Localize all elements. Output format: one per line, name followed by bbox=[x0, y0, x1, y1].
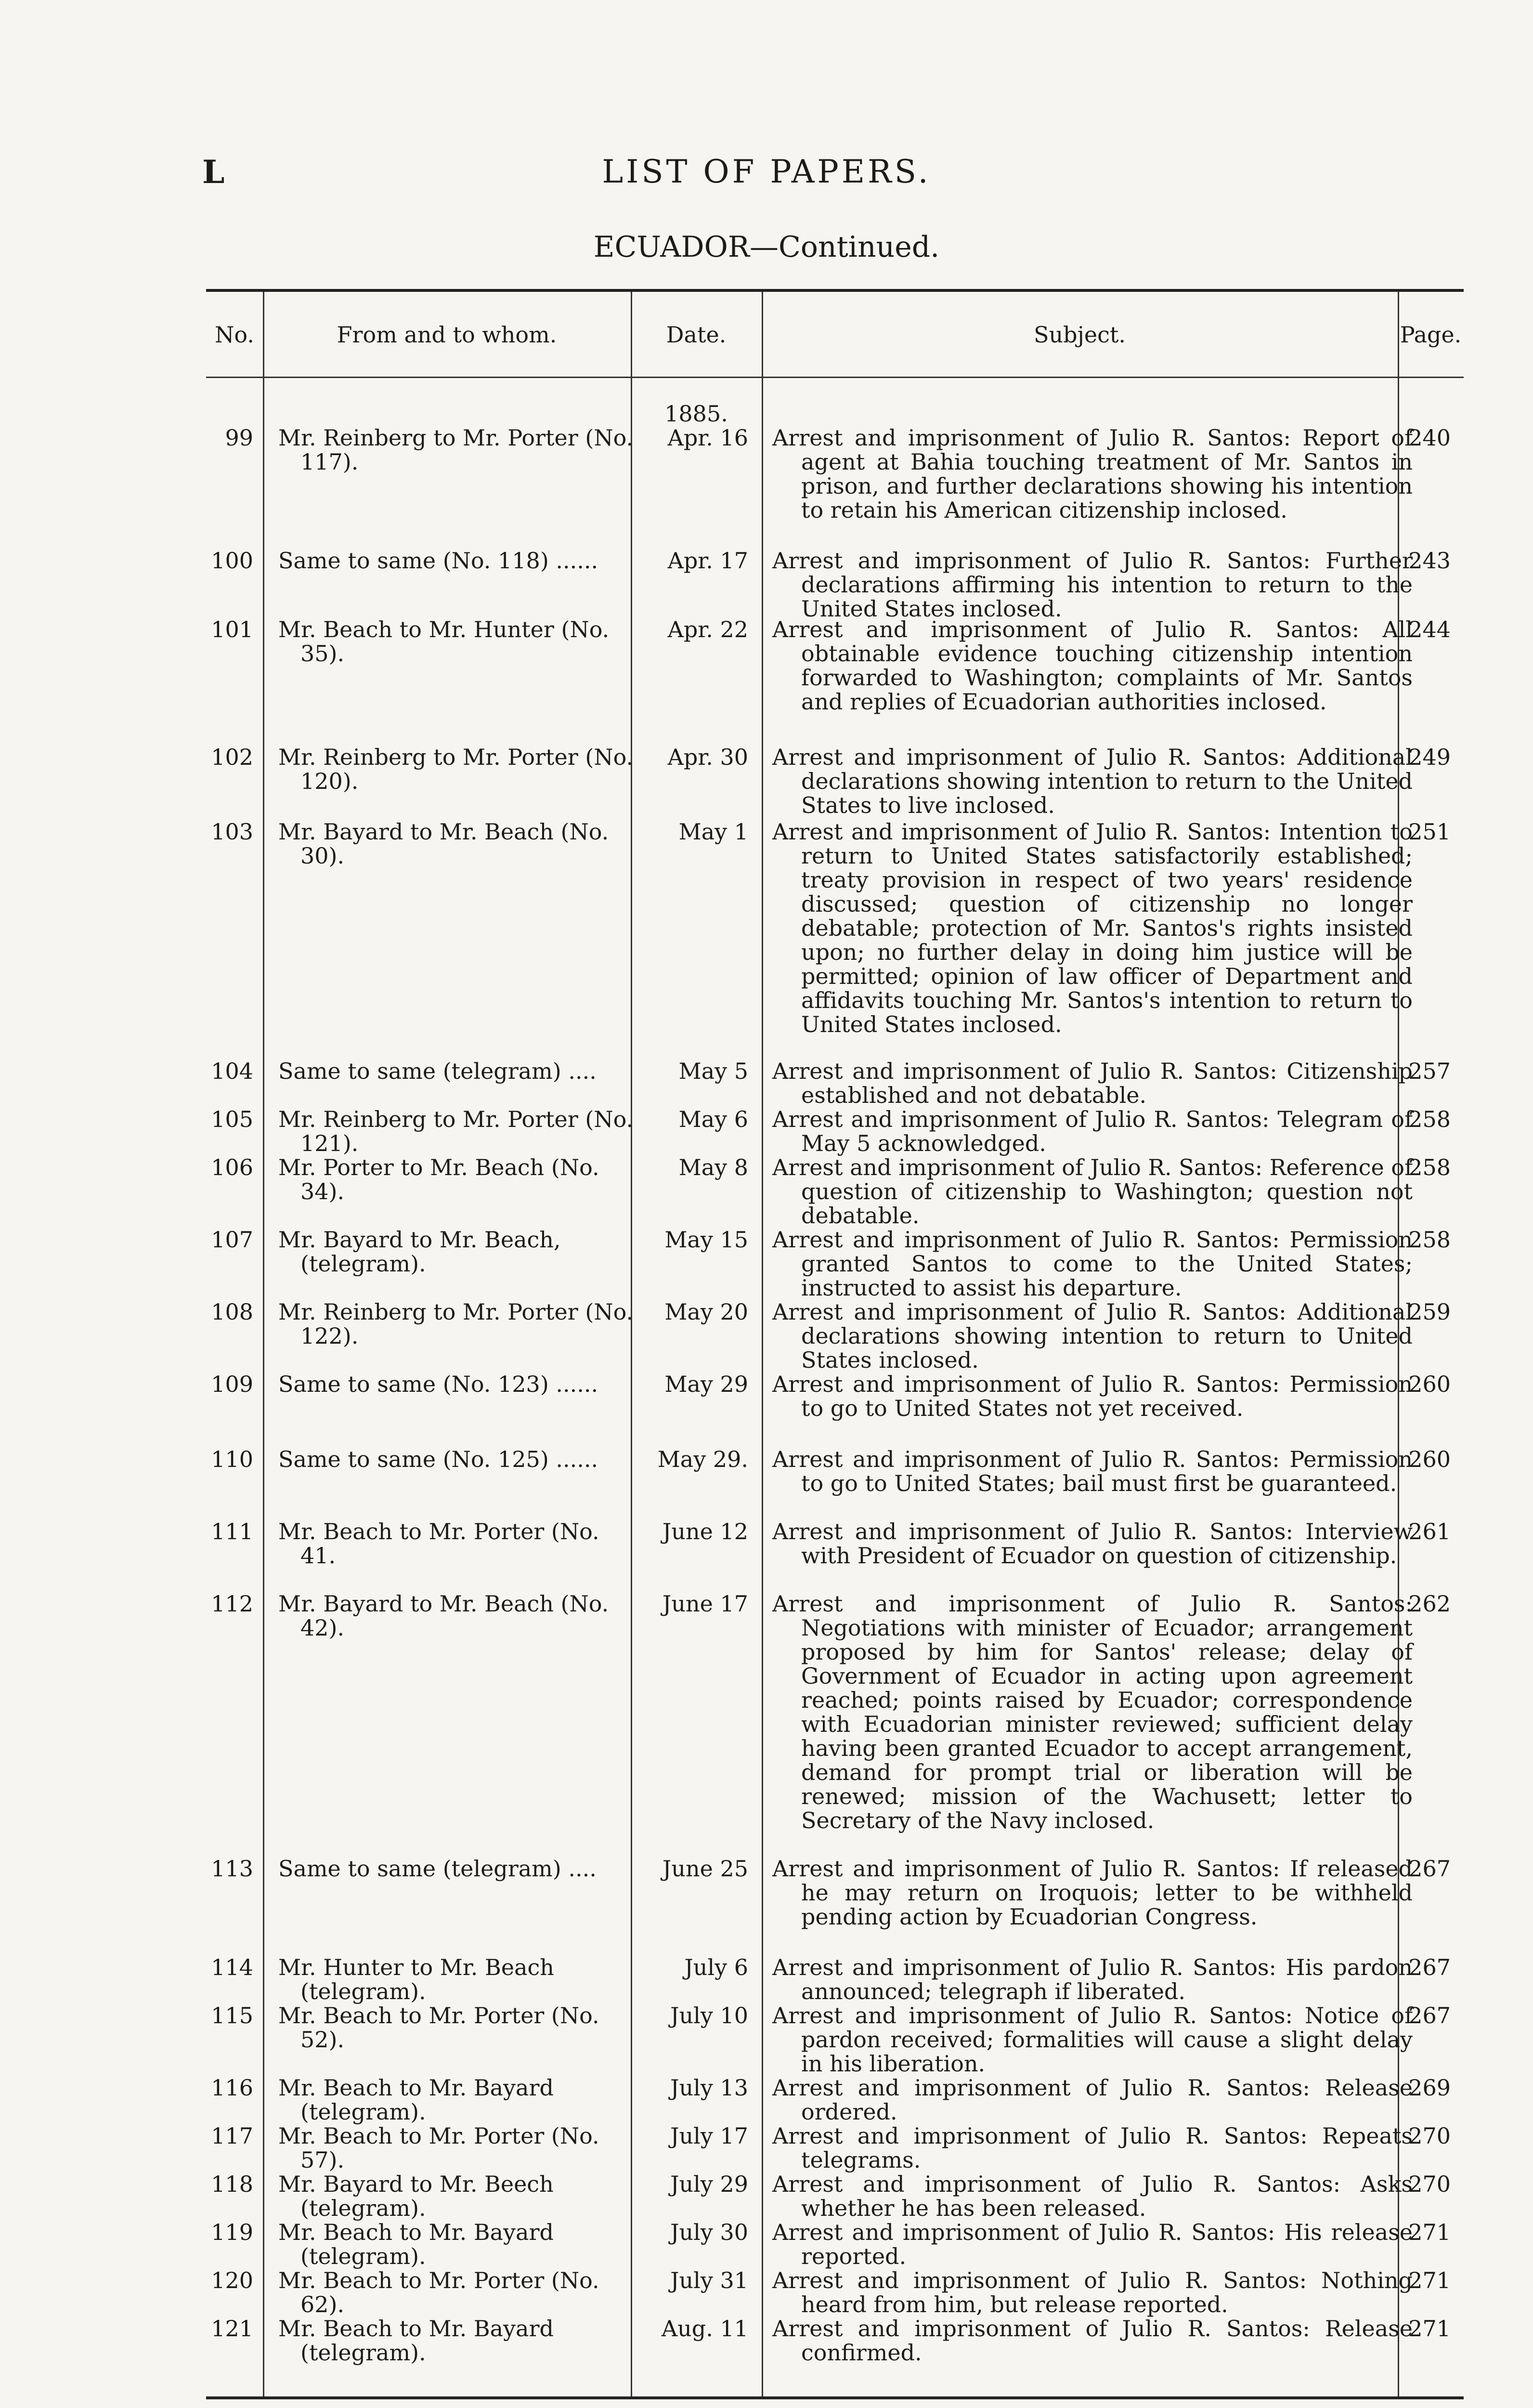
row-number: 116 bbox=[211, 2075, 253, 2101]
row-page: 271 bbox=[1408, 2267, 1451, 2293]
row-from-to: Mr. Hunter to Mr. Beach (telegram). bbox=[278, 1954, 554, 2004]
row-page: 258 bbox=[1408, 1154, 1451, 1180]
row-from-to: Mr. Beach to Mr. Bayard (telegram). bbox=[278, 2316, 554, 2366]
row-number: 103 bbox=[211, 819, 253, 845]
row-date: May 6 bbox=[678, 1106, 748, 1132]
row-page: 261 bbox=[1408, 1518, 1451, 1544]
row-date: May 20 bbox=[664, 1299, 748, 1325]
row-page: 244 bbox=[1408, 616, 1451, 642]
row-subject: Arrest and imprisonment of Julio R. Santos: Asks whether he has been released. bbox=[772, 2171, 1413, 2221]
row-number: 119 bbox=[211, 2219, 253, 2245]
column-divider bbox=[263, 292, 264, 2396]
row-subject: Arrest and imprisonment of Julio R. Santos: Negotiations with minister of Ecuador; arrangement proposed by him for Santos' release; delay of Government of Ecuador in acting upon agreement reached; points raised by Ecuador; correspondence with Ecuadorian minister reviewed; sufficient delay having been granted Ecuador to accept arrangement, demand for prompt trial or liberation will be renewed; mission of the Wachusett; letter to Secretary of the Navy inclosed. bbox=[772, 1591, 1413, 1833]
row-page: 251 bbox=[1408, 819, 1451, 845]
row-number: 100 bbox=[211, 548, 253, 574]
row-date: June 17 bbox=[662, 1591, 748, 1617]
row-date: Apr. 30 bbox=[667, 744, 748, 770]
row-subject: Arrest and imprisonment of Julio R. Santos: Telegram of May 5 acknowledged. bbox=[772, 1106, 1413, 1156]
row-subject: Arrest and imprisonment of Julio R. Santos: Release ordered. bbox=[772, 2075, 1413, 2125]
row-from-to: Mr. Beach to Mr. Porter (No. 52). bbox=[278, 2002, 599, 2053]
row-page: 269 bbox=[1408, 2075, 1451, 2101]
row-number: 110 bbox=[211, 1446, 253, 1472]
row-subject: Arrest and imprisonment of Julio R. Santos: Repeats telegrams. bbox=[772, 2123, 1413, 2173]
row-date: May 5 bbox=[678, 1058, 748, 1084]
row-from-to: Same to same (No. 125) ...... bbox=[278, 1446, 598, 1472]
row-date: July 17 bbox=[670, 2123, 748, 2149]
row-date: Apr. 17 bbox=[667, 548, 748, 574]
row-from-to: Mr. Bayard to Mr. Beach (No. 42). bbox=[278, 1591, 609, 1641]
row-page: 271 bbox=[1408, 2316, 1451, 2342]
row-date: June 25 bbox=[662, 1856, 748, 1882]
row-from-to: Mr. Bayard to Mr. Beech (telegram). bbox=[278, 2171, 554, 2221]
row-number: 106 bbox=[211, 1154, 253, 1180]
row-date: July 10 bbox=[670, 2002, 748, 2028]
row-number: 113 bbox=[211, 1856, 253, 1882]
row-number: 114 bbox=[211, 1954, 253, 1980]
row-subject: Arrest and imprisonment of Julio R. Santos: Notice of pardon received; formalities will cause a slight delay in his liberation. bbox=[772, 2002, 1413, 2077]
row-date: Apr. 16 bbox=[667, 425, 748, 451]
row-subject: Arrest and imprisonment of Julio R. Santos: If released he may return on Iroquois; letter to be withheld pending action by Ecuadorian Congress. bbox=[772, 1856, 1413, 1930]
row-subject: Arrest and imprisonment of Julio R. Santos: His pardon announced; telegraph if liberated. bbox=[772, 1954, 1413, 2004]
row-from-to: Mr. Beach to Mr. Porter (No. 41. bbox=[278, 1518, 599, 1569]
row-date: Aug. 11 bbox=[661, 2316, 748, 2342]
row-number: 101 bbox=[211, 616, 253, 642]
row-number: 99 bbox=[225, 425, 253, 451]
page-title: LIST OF PAPERS. bbox=[602, 153, 931, 190]
row-date: May 29 bbox=[664, 1371, 748, 1397]
row-number: 111 bbox=[211, 1518, 253, 1544]
row-date: July 30 bbox=[670, 2219, 748, 2245]
row-from-to: Same to same (No. 118) ...... bbox=[278, 548, 598, 574]
row-from-to: Mr. Bayard to Mr. Beach, (telegram). bbox=[278, 1227, 561, 1277]
row-subject: Arrest and imprisonment of Julio R. Santos: Release confirmed. bbox=[772, 2316, 1413, 2366]
row-page: 258 bbox=[1408, 1106, 1451, 1132]
column-header-no: No. bbox=[215, 322, 254, 348]
row-from-to: Same to same (telegram) .... bbox=[278, 1058, 597, 1084]
row-from-to: Mr. Reinberg to Mr. Porter (No. 122). bbox=[278, 1299, 634, 1349]
row-subject: Arrest and imprisonment of Julio R. Santos: Additional declarations showing intention to return to the United States to live inclosed. bbox=[772, 744, 1413, 818]
row-number: 105 bbox=[211, 1106, 253, 1132]
row-date: May 29. bbox=[657, 1446, 748, 1472]
row-from-to: Mr. Bayard to Mr. Beach (No. 30). bbox=[278, 819, 609, 869]
row-number: 121 bbox=[211, 2316, 253, 2342]
row-from-to: Mr. Beach to Mr. Hunter (No. 35). bbox=[278, 616, 610, 667]
row-subject: Arrest and imprisonment of Julio R. Santos: Intention to return to United States satisfactorily established; treaty provision in respect of two years' residence discussed; question of citizenship no longer debatable; protection of Mr. Santos's rights insisted upon; no further delay in doing him justice will be permitted; opinion of law officer of Department and affidavits touching Mr. Santos's intention to return to United States inclosed. bbox=[772, 819, 1413, 1037]
row-date: June 12 bbox=[662, 1518, 748, 1544]
row-from-to: Mr. Reinberg to Mr. Porter (No. 121). bbox=[278, 1106, 634, 1156]
row-subject: Arrest and imprisonment of Julio R. Santos: Report of agent at Bahia touching treatment of Mr. Santos in prison, and further declarations showing his intention to retain his American citizenship inclosed. bbox=[772, 425, 1413, 523]
page-marker: L bbox=[202, 153, 225, 191]
year-label: 1885. bbox=[664, 401, 728, 427]
row-page: 240 bbox=[1408, 425, 1451, 451]
row-page: 257 bbox=[1408, 1058, 1451, 1084]
header-separator bbox=[206, 377, 1464, 378]
row-date: July 13 bbox=[670, 2075, 748, 2101]
row-page: 258 bbox=[1408, 1227, 1451, 1253]
column-header-page: Page. bbox=[1400, 322, 1462, 348]
row-page: 267 bbox=[1408, 1954, 1451, 1980]
row-page: 249 bbox=[1408, 744, 1451, 770]
row-from-to: Mr. Porter to Mr. Beach (No. 34). bbox=[278, 1154, 599, 1204]
row-subject: Arrest and imprisonment of Julio R. Santos: Interview with President of Ecuador on question of citizenship. bbox=[772, 1518, 1413, 1569]
row-date: May 8 bbox=[678, 1154, 748, 1180]
row-page: 243 bbox=[1408, 548, 1451, 574]
row-date: July 6 bbox=[684, 1954, 748, 1980]
column-header-subject: Subject. bbox=[1034, 322, 1126, 348]
row-number: 115 bbox=[211, 2002, 253, 2028]
column-header-from: From and to whom. bbox=[337, 322, 557, 348]
row-subject: Arrest and imprisonment of Julio R. Santos: All obtainable evidence touching citizenship intention forwarded to Washington; complaints of Mr. Santos and replies of Ecuadorian authorities inclosed. bbox=[772, 616, 1413, 715]
row-from-to: Mr. Beach to Mr. Porter (No. 62). bbox=[278, 2267, 599, 2317]
row-date: May 15 bbox=[664, 1227, 748, 1253]
row-from-to: Mr. Beach to Mr. Bayard (telegram). bbox=[278, 2075, 554, 2125]
row-from-to: Mr. Reinberg to Mr. Porter (No. 120). bbox=[278, 744, 634, 794]
row-number: 108 bbox=[211, 1299, 253, 1325]
row-number: 109 bbox=[211, 1371, 253, 1397]
row-number: 117 bbox=[211, 2123, 253, 2149]
row-number: 102 bbox=[211, 744, 253, 770]
row-number: 120 bbox=[211, 2267, 253, 2293]
row-page: 262 bbox=[1408, 1591, 1451, 1617]
row-subject: Arrest and imprisonment of Julio R. Santos: Additional declarations showing intention to return to United States inclosed. bbox=[772, 1299, 1413, 1373]
row-from-to: Mr. Reinberg to Mr. Porter (No. 117). bbox=[278, 425, 634, 475]
column-divider bbox=[762, 292, 763, 2396]
row-from-to: Mr. Beach to Mr. Bayard (telegram). bbox=[278, 2219, 554, 2269]
column-header-date: Date. bbox=[666, 322, 727, 348]
row-from-to: Same to same (No. 123) ...... bbox=[278, 1371, 598, 1397]
row-subject: Arrest and imprisonment of Julio R. Santos: His release reported. bbox=[772, 2219, 1413, 2269]
row-subject: Arrest and imprisonment of Julio R. Santos: Nothing heard from him, but release reported. bbox=[772, 2267, 1413, 2317]
row-page: 270 bbox=[1408, 2171, 1451, 2197]
row-page: 267 bbox=[1408, 1856, 1451, 1882]
row-number: 112 bbox=[211, 1591, 253, 1617]
row-number: 118 bbox=[211, 2171, 253, 2197]
row-subject: Arrest and imprisonment of Julio R. Santos: Permission to go to United States; bail must first be guaranteed. bbox=[772, 1446, 1413, 1496]
row-number: 107 bbox=[211, 1227, 253, 1253]
papers-table bbox=[206, 289, 1464, 2399]
row-subject: Arrest and imprisonment of Julio R. Santos: Permission granted Santos to come to the United States; instructed to assist his departure. bbox=[772, 1227, 1413, 1301]
row-page: 267 bbox=[1408, 2002, 1451, 2028]
row-number: 104 bbox=[211, 1058, 253, 1084]
row-date: July 31 bbox=[670, 2267, 748, 2293]
row-from-to: Same to same (telegram) .... bbox=[278, 1856, 597, 1882]
row-subject: Arrest and imprisonment of Julio R. Santos: Citizenship established and not debatable. bbox=[772, 1058, 1413, 1108]
row-from-to: Mr. Beach to Mr. Porter (No. 57). bbox=[278, 2123, 599, 2173]
row-page: 270 bbox=[1408, 2123, 1451, 2149]
row-subject: Arrest and imprisonment of Julio R. Santos: Further declarations affirming his intention to return to the United States inclosed. bbox=[772, 548, 1413, 622]
row-date: July 29 bbox=[670, 2171, 748, 2197]
row-page: 260 bbox=[1408, 1446, 1451, 1472]
section-title: ECUADOR—Continued. bbox=[593, 230, 940, 264]
row-date: Apr. 22 bbox=[667, 616, 748, 642]
row-page: 260 bbox=[1408, 1371, 1451, 1397]
row-page: 271 bbox=[1408, 2219, 1451, 2245]
row-page: 259 bbox=[1408, 1299, 1451, 1325]
row-date: May 1 bbox=[678, 819, 748, 845]
row-subject: Arrest and imprisonment of Julio R. Santos: Reference of question of citizenship to Washington; question not debatable. bbox=[772, 1154, 1413, 1229]
row-subject: Arrest and imprisonment of Julio R. Santos: Permission to go to United States not yet received. bbox=[772, 1371, 1413, 1421]
